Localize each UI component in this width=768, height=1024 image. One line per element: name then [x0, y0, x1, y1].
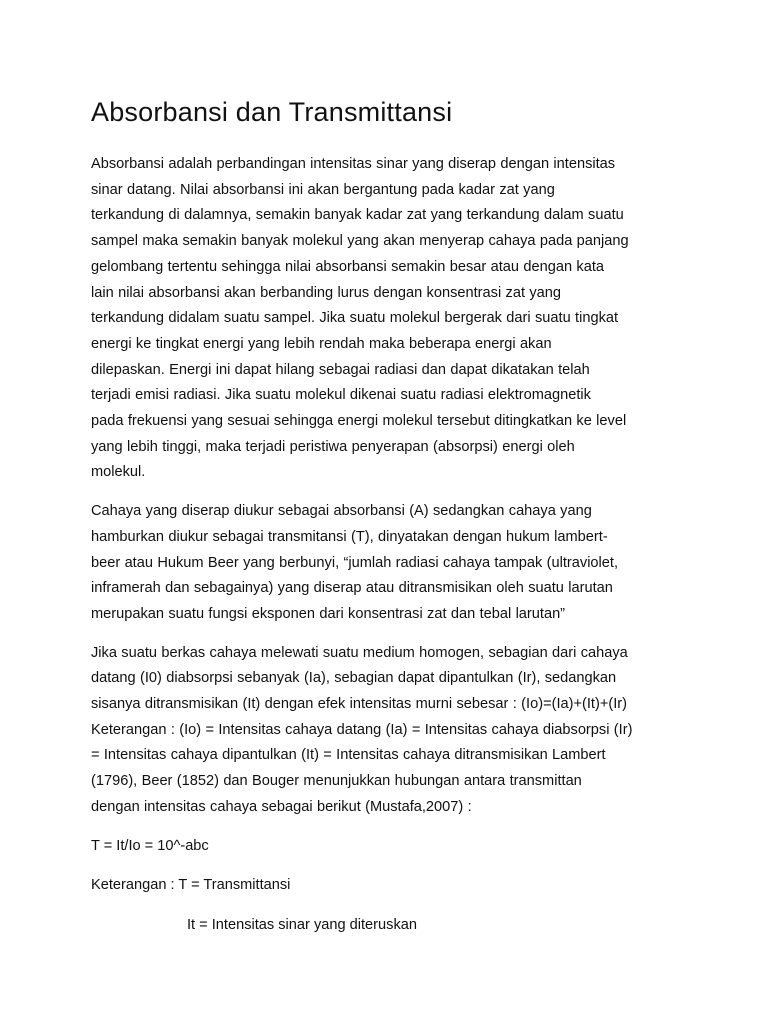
it-definition-line: It = Intensitas sinar yang diteruskan: [187, 916, 417, 933]
paragraph-line: = Intensitas cahaya dipantulkan (It) = Intensitas cahaya ditransmisikan Lambert: [91, 747, 606, 764]
paragraph-line: terjadi emisi radiasi. Jika suatu molekul dikenai suatu radiasi elektromagnetik: [91, 387, 591, 404]
paragraph-line: Cahaya yang diserap diukur sebagai absorbansi (A) sedangkan cahaya yang: [91, 503, 592, 520]
paragraph-line: beer atau Hukum Beer yang berbunyi, “jumlah radiasi cahaya tampak (ultraviolet,: [91, 554, 619, 571]
paragraph-line: terkandung didalam suatu sampel. Jika suatu molekul bergerak dari suatu tingkat: [91, 310, 619, 327]
paragraph-line: Jika suatu berkas cahaya melewati suatu medium homogen, sebagian dari cahaya: [91, 644, 628, 661]
paragraph-line: merupakan suatu fungsi eksponen dari konsentrasi zat dan tebal larutan”: [91, 605, 566, 622]
paragraph-line: lain nilai absorbansi akan berbanding lurus dengan konsentrasi zat yang: [91, 284, 562, 301]
paragraph-line: pada frekuensi yang sesuai sehingga energi molekul tersebut ditingkatkan ke level: [91, 413, 627, 430]
document-page: [91, 92, 681, 953]
paragraph-lambert-beer: [91, 499, 681, 628]
paragraph-line: gelombang tertentu sehingga nilai absorbansi semakin besar atau dengan kata: [91, 258, 605, 275]
paragraph-line: sisanya ditransmisikan (It) dengan efek intensitas murni sebesar : (Io)=(Ia)+(It)+(Ir): [91, 696, 627, 713]
paragraph-line: energi ke tingkat energi yang lebih rendah maka beberapa energi akan: [91, 335, 552, 352]
paragraph-absorbansi: [91, 152, 681, 486]
paragraph-line: molekul.: [91, 464, 146, 481]
transmittance-formula: T = It/Io = 10^-abc: [91, 837, 209, 854]
paragraph-line: datang (I0) diabsorpsi sebanyak (Ia), sebagian dapat dipantulkan (Ir), sedangkan: [91, 670, 617, 687]
paragraph-line: (1796), Beer (1852) dan Bouger menunjukkan hubungan antara transmittan: [91, 773, 582, 790]
paragraph-line: Absorbansi adalah perbandingan intensitas sinar yang diserap dengan intensitas: [91, 156, 616, 172]
paragraph-line: inframerah dan sebagainya) yang diserap atau ditransmisikan oleh suatu larutan: [91, 580, 613, 597]
paragraph-line: hamburkan diukur sebagai transmitansi (T), dinyatakan dengan hukum lambert-: [91, 528, 608, 545]
paragraph-line: dengan intensitas cahaya sebagai berikut (Mustafa,2007) :: [91, 798, 472, 815]
keterangan-line: Keterangan : T = Transmittansi: [91, 877, 291, 894]
paragraph-line: sinar datang. Nilai absorbansi ini akan bergantung pada kadar zat yang: [91, 181, 555, 198]
paragraph-line: Keterangan : (Io) = Intensitas cahaya datang (Ia) = Intensitas cahaya diabsorpsi (Ir): [91, 721, 633, 738]
document-title: Absorbansi dan Transmittansi: [91, 97, 453, 127]
paragraph-line: terkandung di dalamnya, semakin banyak kadar zat yang terkandung dalam suatu: [91, 207, 624, 224]
paragraph-line: sampel maka semakin banyak molekul yang akan menyerap cahaya pada panjang: [91, 233, 629, 250]
paragraph-medium-homogen: [91, 641, 681, 821]
paragraph-line: dilepaskan. Energi ini dapat hilang sebagai radiasi dan dapat dikatakan telah: [91, 361, 590, 378]
paragraph-line: yang lebih tinggi, maka terjadi peristiwa penyerapan (absorpsi) energi oleh: [91, 438, 575, 455]
